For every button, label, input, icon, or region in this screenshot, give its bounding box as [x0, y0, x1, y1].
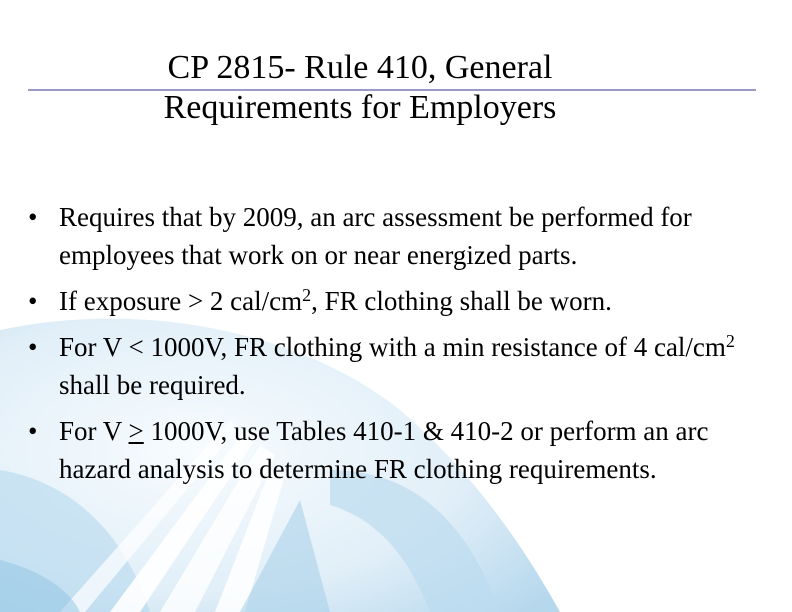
bullet-text — [59, 286, 612, 316]
bullet-item — [26, 282, 776, 320]
bullet-text-part: shall be required. — [59, 370, 246, 400]
bullet-text — [59, 416, 709, 484]
bullet-list — [26, 198, 776, 496]
bullet-item — [26, 198, 776, 274]
slide-title — [0, 48, 720, 128]
bullet-item — [26, 412, 776, 488]
slide-title-line-1: CP 2815- Rule 410, General — [167, 49, 553, 86]
bullet-icon: • — [28, 286, 38, 316]
greater-equal-symbol: > — [128, 416, 144, 446]
bullet-text — [59, 332, 735, 400]
superscript: 2 — [725, 331, 735, 351]
bullet-icon: • — [28, 416, 38, 446]
bullet-text-part: For V — [59, 416, 129, 446]
superscript: 2 — [302, 285, 312, 305]
bullet-text-part: For V < 1000V, FR clothing with a min resistance of 4 cal/cm — [59, 332, 726, 362]
bullet-text-part: If exposure > 2 cal/cm — [59, 286, 303, 316]
bullet-icon: • — [28, 202, 38, 232]
bullet-item — [26, 328, 776, 404]
bullet-text: Requires that by 2009, an arc assessment be performed for employees that work on or near energized parts. — [59, 202, 692, 270]
bullet-icon: • — [28, 332, 38, 362]
slide-title-line-2: Requirements for Employers — [163, 89, 557, 126]
bullet-text-part: , FR clothing shall be worn. — [311, 286, 612, 316]
bullet-text-part: 1000V, use Tables 410-1 & 410-2 or perform an arc hazard analysis to determine FR clothing requirements. — [59, 416, 709, 484]
